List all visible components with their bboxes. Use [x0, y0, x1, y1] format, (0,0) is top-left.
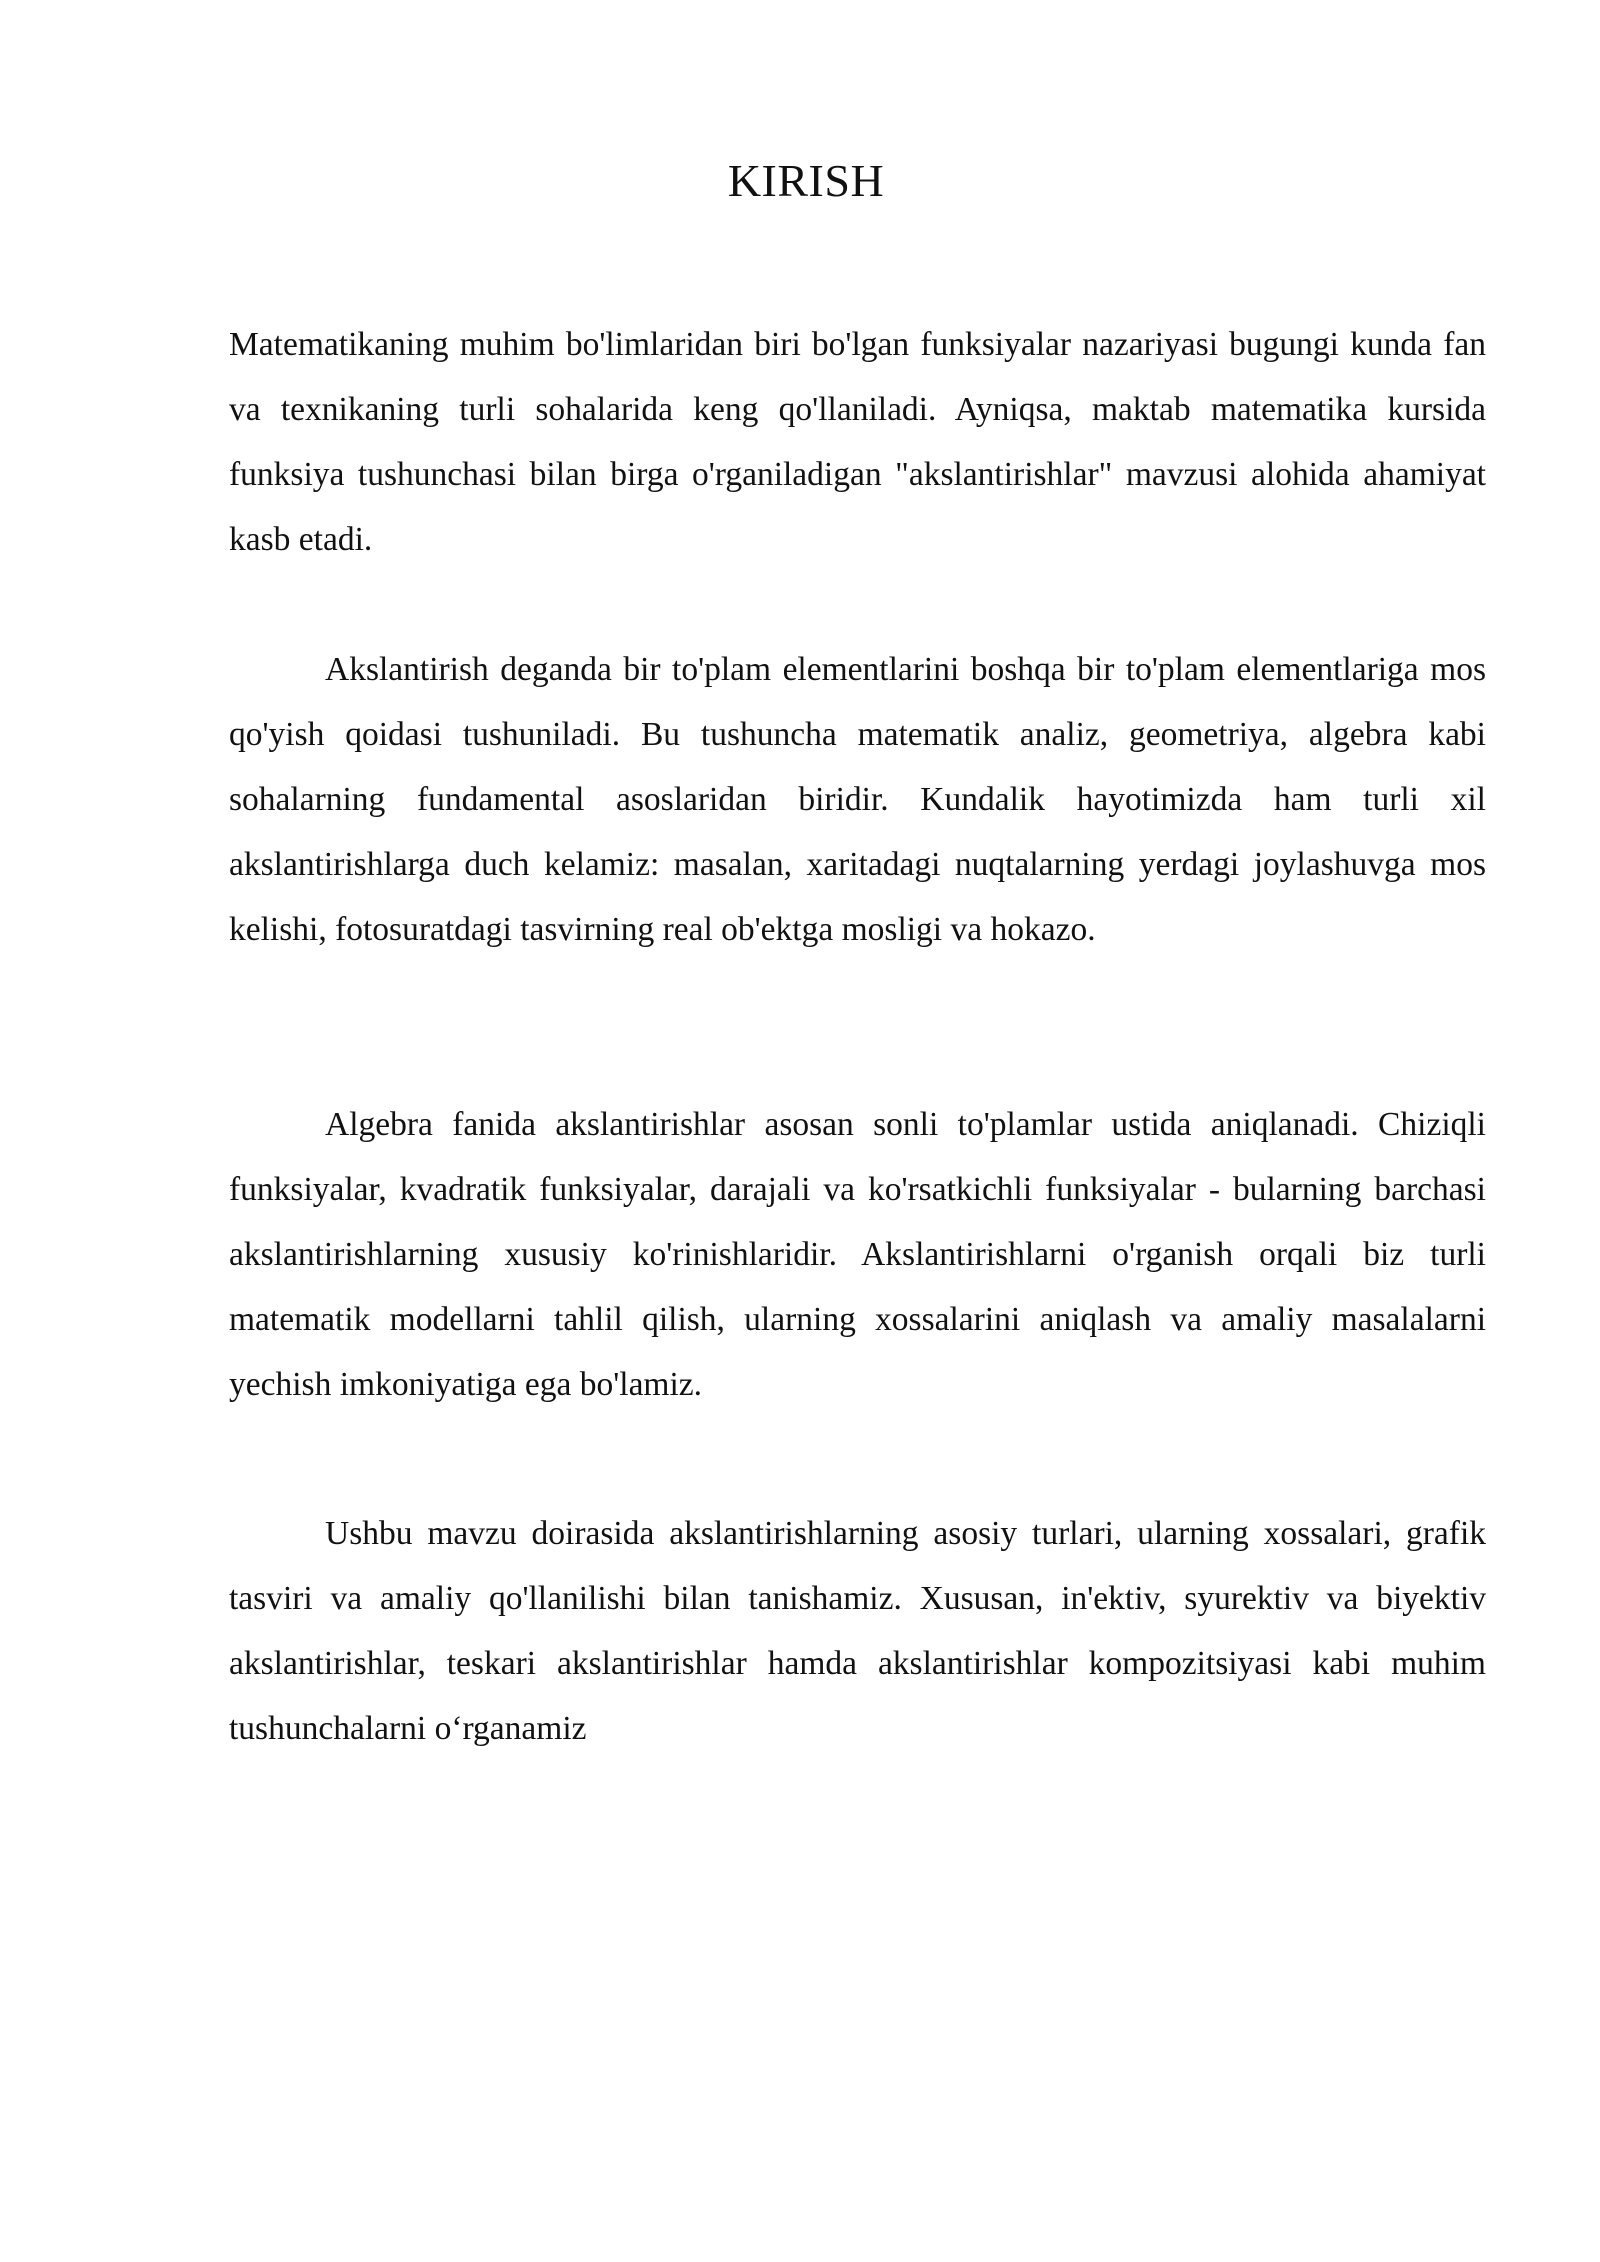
- intro-paragraph-3: Algebra fanida akslantirishlar asosan sonli to'plamlar ustida aniqlanadi. Chiziqli funksiyalar, kvadratik funksiyalar, darajali va ko'rsatkichli funksiyalar - bularning barchasi akslantirishlarning xususiy ko'rinishlaridir. Akslantirishlarni o'rganish orqali biz turli matematik modellarni tahlil qilish, ularning xossalarini aniqlash va amaliy masalalarni yechish imkoniyatiga ega bo'lamiz.: [229, 1106, 1486, 1403]
- intro-paragraph-2: Akslantirish deganda bir to'plam elementlarini boshqa bir to'plam elementlariga mos qo'yish qoidasi tushuniladi. Bu tushuncha matematik analiz, geometriya, algebra kabi sohalarning fundamental asoslaridan biridir. Kundalik hayotimizda ham turli xil akslantirishlarga duch kelamiz: masalan, xaritadagi nuqtalarning yerdagi joylashuvga mos kelishi, fotosuratdagi tasvirning real ob'ektga mosligi va hokazo.: [229, 651, 1486, 948]
- intro-paragraph-4: Ushbu mavzu doirasida akslantirishlarning asosiy turlari, ularning xossalari, grafik tasviri va amaliy qo'llanilishi bilan tanishamiz. Xususan, in'ektiv, syurektiv va biyektiv akslantirishlar, teskari akslantirishlar hamda akslantirishlar kompozitsiyasi kabi muhim tushunchalarni o‘rganamiz: [229, 1515, 1486, 1747]
- intro-paragraph-1: Matematikaning muhim bo'limlaridan biri bo'lgan funksiyalar nazariyasi bugungi kunda fan va texnikaning turli sohalarida keng qo'llaniladi. Ayniqsa, maktab matematika kursida funksiya tushunchasi bilan birga o'rganiladigan "akslantirishlar" mavzusi alohida ahamiyat kasb etadi.: [229, 326, 1486, 558]
- page-title: KIRISH: [727, 155, 885, 206]
